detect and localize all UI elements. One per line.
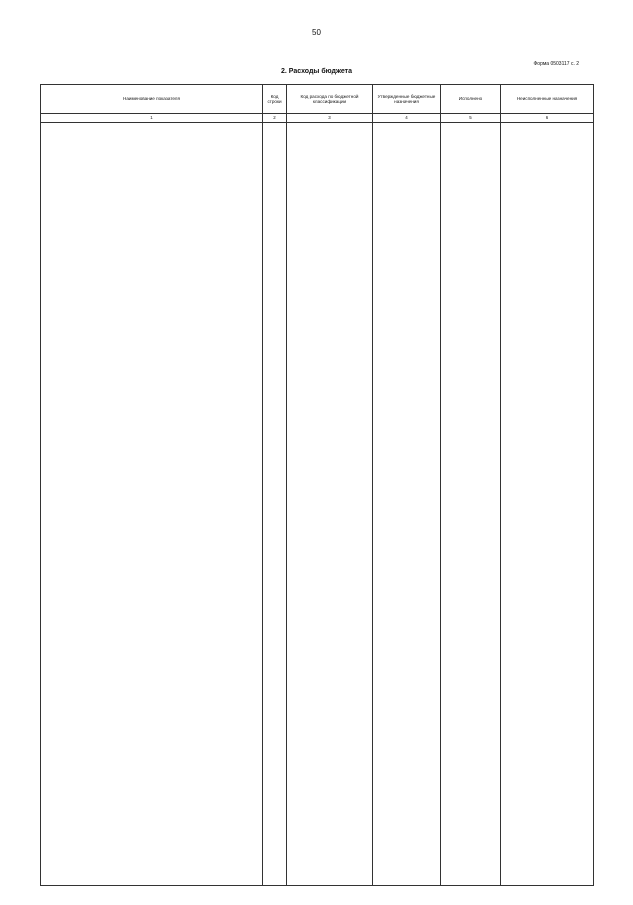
table-cell <box>441 123 501 886</box>
table-cell <box>501 123 594 886</box>
column-number: 5 <box>441 114 501 123</box>
table-cell <box>41 123 263 886</box>
table-cell <box>373 123 441 886</box>
expenditures-table <box>40 84 594 886</box>
header-approved: Утвержденные бюджетные назначения <box>373 85 441 114</box>
table-cell <box>287 123 373 886</box>
table-body-placeholder-row <box>41 123 594 886</box>
column-number: 6 <box>501 114 594 123</box>
column-number: 1 <box>41 114 263 123</box>
form-code: Форма 0503117 с. 2 <box>533 61 579 67</box>
column-number: 4 <box>373 114 441 123</box>
header-remaining: Неисполненные назначения <box>501 85 594 114</box>
table-header-row <box>41 85 594 114</box>
page-number: 50 <box>312 28 321 37</box>
column-number: 3 <box>287 114 373 123</box>
header-line-code: Код строки <box>263 85 287 114</box>
column-number: 2 <box>263 114 287 123</box>
header-executed: Исполнено <box>441 85 501 114</box>
header-classification-code: Код расхода по бюджетной классификации <box>287 85 373 114</box>
header-indicator-name: Наименование показателя <box>41 85 263 114</box>
column-number-row <box>41 114 594 123</box>
expenditures-table-container <box>40 84 593 886</box>
page-title: 2. Расходы бюджета <box>281 68 352 75</box>
table-cell <box>263 123 287 886</box>
